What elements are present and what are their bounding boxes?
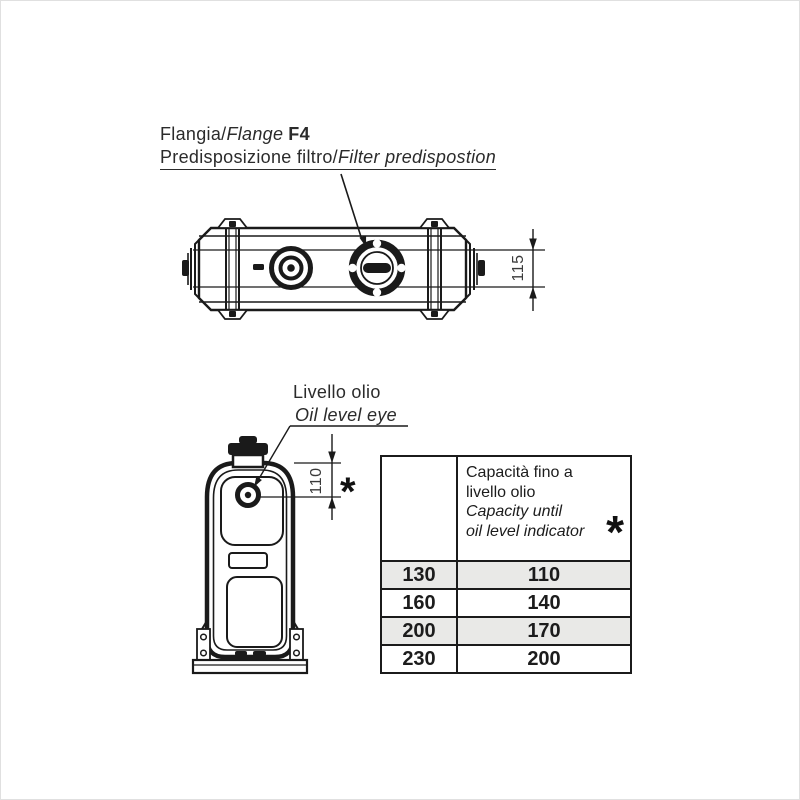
oil-level-label-it: Livello olio [293,382,381,402]
table-row [381,617,631,645]
side-tab-left [182,260,189,276]
flange-label-line1 [160,123,496,146]
header-it-line1: Capacità fino a [466,464,573,481]
model-cell: 160 [381,589,457,617]
header-en-line2: oil level indicator [466,522,585,540]
filter-label-line2 [160,146,496,171]
tank-top-view [182,219,545,319]
flange-notch [348,264,356,272]
filter-label-it: Predisposizione filtro/ [160,146,338,167]
capacity-cell: 200 [457,645,631,673]
strap-bolt [431,311,438,317]
table-row [381,645,631,673]
filter-label-en: Filter predispostion [337,146,497,167]
dimension-110-text: 110 [308,467,325,495]
flange-notch [373,239,381,247]
model-cell: 200 [381,617,457,645]
flange-code: F4 [288,124,310,144]
flange-label-en: Flange [226,124,284,144]
drain-mark [253,651,266,656]
filler-cap [228,436,268,467]
header-empty-cell [381,456,457,561]
capacity-table [380,455,632,674]
base-plate [193,660,307,673]
small-marking [253,264,264,270]
dim-arrow-up [529,287,537,299]
model-cell: 130 [381,561,457,589]
capacity-cell: 110 [457,561,631,589]
header-it-line2: livello olio [466,483,536,501]
model-cell: 230 [381,645,457,673]
oil-eye-top-view [272,249,311,288]
asterisk-table: * [606,506,624,558]
side-tab-right [478,260,485,276]
table-row [381,561,631,589]
capacity-cell: 140 [457,589,631,617]
table-row [381,589,631,617]
drain-mark [235,651,247,656]
flange-label [160,123,496,170]
oil-level-label [293,381,397,426]
flange-label-it: Flangia/ [160,124,227,144]
tank-front-view [193,436,307,673]
flange-notch [373,288,381,296]
capacity-cell: 170 [457,617,631,645]
header-capacity-cell [457,456,631,561]
strap-bolt [229,221,236,227]
strap-bolt [431,221,438,227]
strap-bolt [229,311,236,317]
dimension-115-text: 115 [510,254,527,282]
flange-plug-bar [363,263,391,273]
header-en-line1: Capacity until [466,503,563,521]
oil-level-label-en: Oil level eye [295,404,397,425]
table-header-row [381,456,631,561]
flange-notch [397,264,405,272]
oil-eye-front-view [238,485,259,506]
asterisk-drawing: * [340,470,356,514]
